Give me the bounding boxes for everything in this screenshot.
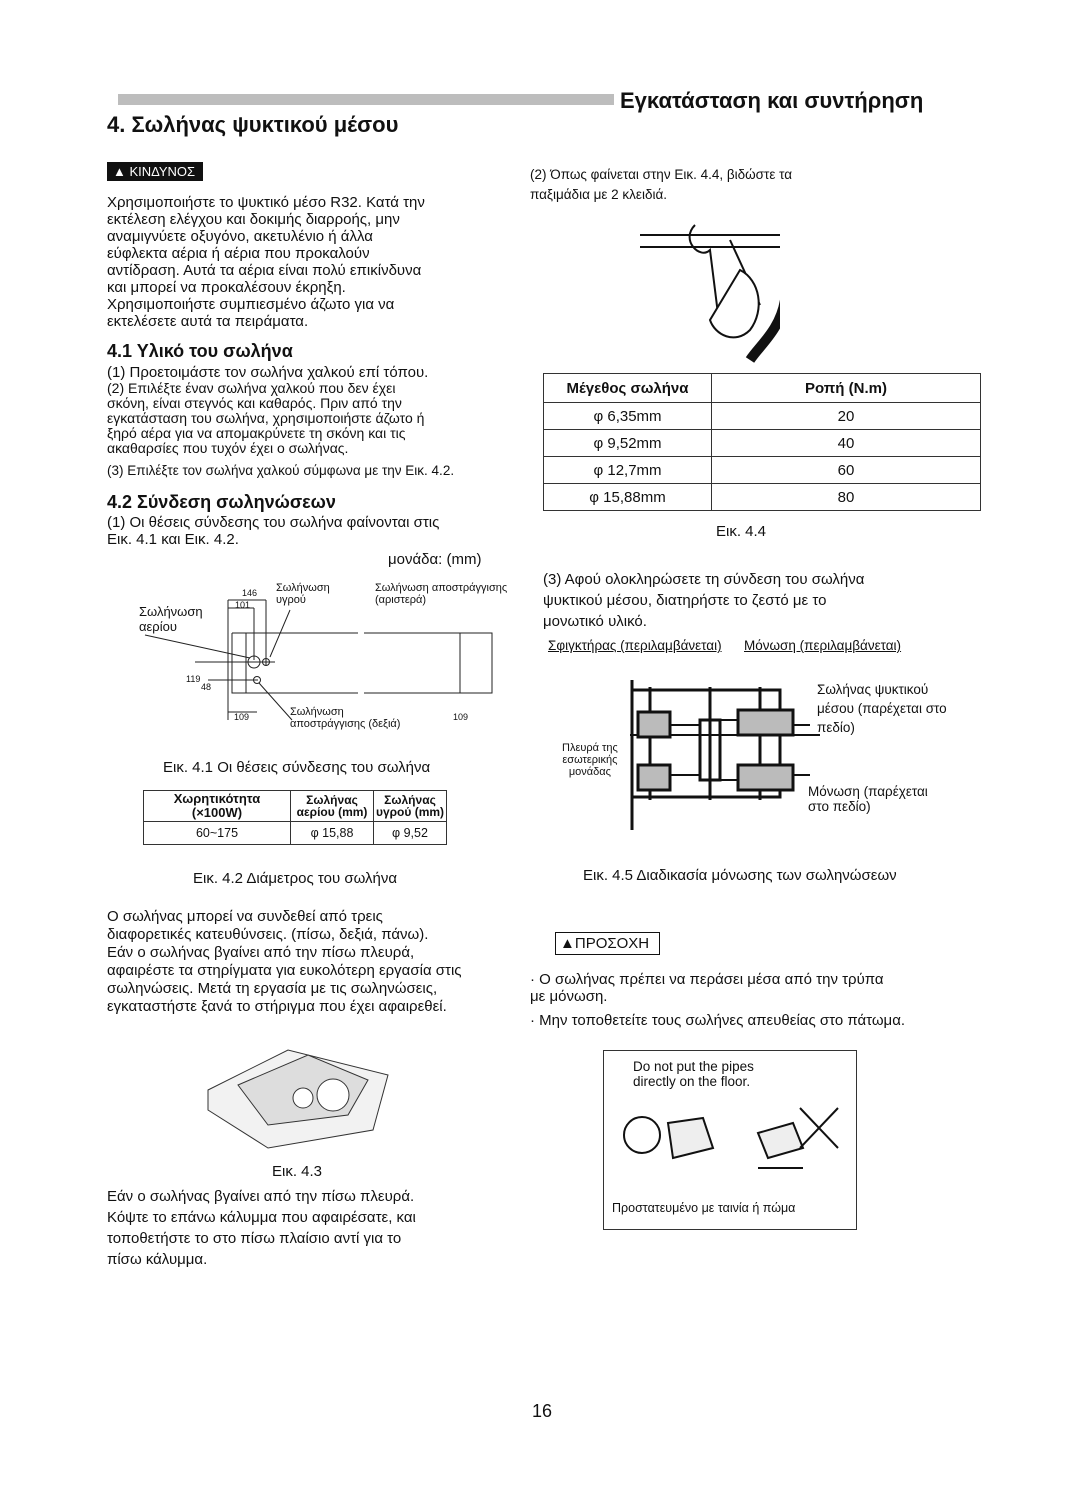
drain-right-label: Σωλήνωση αποστράγγισης (δεξιά) — [290, 706, 401, 730]
th: Σωλήνας αερίου (mm) — [291, 791, 374, 822]
insulation-diagram — [620, 670, 820, 830]
ok-circle-icon — [624, 1117, 660, 1153]
gas-pipe-label: Σωλήνωση αερίου — [139, 604, 203, 634]
s41-p2: (2) Επιλέξτε έναν σωλήνα χαλκού που δεν έχει σκόνη, είναι στεγνός και καθαρός. Πριν από την εγκατάσταση του σωλήνα, χρησιμοποιήστε άζωτο ή ξηρό αέρα για να απομακρύνετε τη σκόνη και τις ακαθαρσίες που τυχόν έχει ο σωλήνας. — [107, 380, 425, 456]
cell: φ 9,52 — [374, 822, 447, 845]
cell: φ 9,52mm — [544, 430, 712, 457]
fig41-caption: Εικ. 4.1 Οι θέσεις σύνδεσης του σωλήνα — [163, 759, 431, 776]
cell: 80 — [712, 484, 981, 511]
warning-icon: ▲ — [113, 164, 130, 179]
section-4-1-title: 4.1 Υλικό του σωλήνα — [107, 341, 293, 361]
danger-label: ΚΙΝΔΥΝΟΣ — [129, 164, 196, 179]
warning-icon: ▲ — [560, 935, 575, 952]
dim-109-left: 109 — [234, 712, 250, 722]
cell: 40 — [712, 430, 981, 457]
unit-label: μονάδα: (mm) — [388, 551, 482, 568]
cell: 60~175 — [144, 822, 291, 845]
header-bar — [118, 94, 614, 105]
field-insulation-label: Μόνωση (παρέχεται στο πεδίο) — [808, 784, 928, 814]
floor-pipe-illustration — [618, 1103, 848, 1183]
cell: φ 6,35mm — [544, 403, 712, 430]
floor-box-caption: Προστατευμένο με ταινία ή πώμα — [612, 1201, 796, 1215]
dim-109-right: 109 — [453, 712, 469, 722]
table-row — [544, 403, 981, 430]
s41-p3: (3) Επιλέξτε τον σωλήνα χαλκού σύμφωνα με την Εικ. 4.2. — [107, 463, 455, 478]
clamp-label: Σφιγκτήρας (περιλαμβάνεται) — [548, 638, 722, 653]
cell: φ 15,88mm — [544, 484, 712, 511]
table-row — [544, 484, 981, 511]
s42-p1: (1) Οι θέσεις σύνδεσης του σωλήνα φαίνονται στις Εικ. 4.1 και Εικ. 4.2. — [107, 514, 440, 548]
dim-48: 48 — [201, 682, 212, 692]
s41-p1: (1) Προετοιμάστε τον σωλήνα χαλκού επί τόπου. — [107, 364, 429, 381]
dim-101: 101 — [235, 600, 251, 610]
caution-badge — [555, 932, 660, 955]
table44-caption: Εικ. 4.4 — [716, 523, 767, 540]
header-title: Εγκατάσταση και συντήρηση — [620, 88, 924, 113]
fig43-caption: Εικ. 4.3 — [272, 1163, 323, 1180]
right-p3: (3) Αφού ολοκληρώσετε τη σύνδεση του σωλήνα ψυκτικού μέσου, διατηρήστε το ζεστό με το μονωτικό υλικό. — [543, 571, 865, 630]
th: Ροπή (N.m) — [712, 374, 981, 403]
cell: φ 15,88 — [291, 822, 374, 845]
floor-box-title: Do not put the pipes directly on the floor. — [633, 1059, 754, 1089]
cell: 60 — [712, 457, 981, 484]
page-number: 16 — [532, 1401, 553, 1421]
dim-119: 119 — [186, 674, 201, 684]
th: Σωλήνας υγρού (mm) — [374, 791, 447, 822]
liquid-pipe-label: Σωλήνωση υγρού — [276, 582, 330, 606]
right-p2: (2) Όπως φαίνεται στην Εικ. 4.4, βιδώστε τα παξιμάδια με 2 κλειδιά. — [530, 167, 793, 202]
fig43-text: Εάν ο σωλήνας βγαίνει από την πίσω πλευρά. Κόψτε το επάνω κάλυμμα που αφαιρέσατε, και τοποθετήστε το στο πίσω πλαίσιο αντί για το πίσω κάλυμμα. — [107, 1188, 416, 1268]
caution-bullet-2: · Μην τοποθετείτε τους σωλήνες απευθείας στο πάτωμα. — [530, 1012, 906, 1029]
table-row — [544, 430, 981, 457]
danger-badge — [107, 162, 203, 181]
section-4-2-title: 4.2 Σύνδεση σωληνώσεων — [107, 492, 336, 512]
table42-caption: Εικ. 4.2 Διάμετρος του σωλήνα — [193, 870, 398, 887]
th: Μέγεθος σωλήνα — [544, 374, 712, 403]
section-title: 4. Σωλήνας ψυκτικού μέσου — [107, 112, 399, 137]
pipe-diameter-table — [143, 790, 447, 845]
torque-table — [543, 373, 981, 511]
direction-text: Ο σωλήνας μπορεί να συνδεθεί από τρεις διαφορετικές κατευθύνσεις. (πίσω, δεξιά, πάνω). Εάν ο σωλήνας βγαίνει από την πίσω πλευρά, αφαιρέστε τα στηρίγματα για ευκολότερη εργασία στις σωληνώσεις. Μετά τη εργασία με τις σωληνώσεις, εγκαταστήστε ξανά το στήριγμα που έχει αφαιρεθεί. — [107, 908, 462, 1015]
table-row — [144, 822, 447, 845]
floor-warning-box — [603, 1050, 857, 1230]
danger-text: Χρησιμοποιήστε το ψυκτικό μέσο R32. Κατά την εκτέλεση ελέγχου και δοκιμής διαρροής, μην αναμιγνύετε οξυγόνο, ακετυλένιο ή άλλα εύφλεκτα αέρια ή αέρια που προκαλούν αντίδραση. Αυτά τα αέρια είναι πολύ επικίνδυνα και μπορεί να προκαλέσουν έκρηξη. Χρησιμοποιήστε συμπιεσμένο άζωτο για να εκτελέσετε αυτά τα πειράματα. — [107, 194, 425, 330]
dim-146: 146 — [242, 588, 258, 598]
table-row — [544, 457, 981, 484]
caution-bullet-1: · Ο σωλήνας πρέπει να περάσει μέσα από την τρύπα με μόνωση. — [530, 971, 884, 1005]
indoor-side-label: Πλευρά της εσωτερικής μονάδας — [562, 742, 618, 778]
insulation-included-label: Μόνωση (περιλαμβάνεται) — [744, 638, 902, 653]
caution-label: ΠΡΟΣΟΧΗ — [574, 935, 650, 952]
cell: 20 — [712, 403, 981, 430]
cell: φ 12,7mm — [544, 457, 712, 484]
refrigerant-pipe-label: Σωλήνας ψυκτικού μέσου (παρέχεται στο πεδίο) — [817, 682, 947, 735]
drain-left-label: Σωλήνωση αποστράγγισης (αριστερά) — [375, 582, 508, 606]
unit-illustration — [198, 1030, 398, 1150]
th: Χωρητικότητα (×100W) — [144, 791, 291, 822]
fig45-caption: Εικ. 4.5 Διαδικασία μόνωσης των σωληνώσεων — [583, 867, 897, 884]
wrench-illustration — [640, 210, 780, 370]
